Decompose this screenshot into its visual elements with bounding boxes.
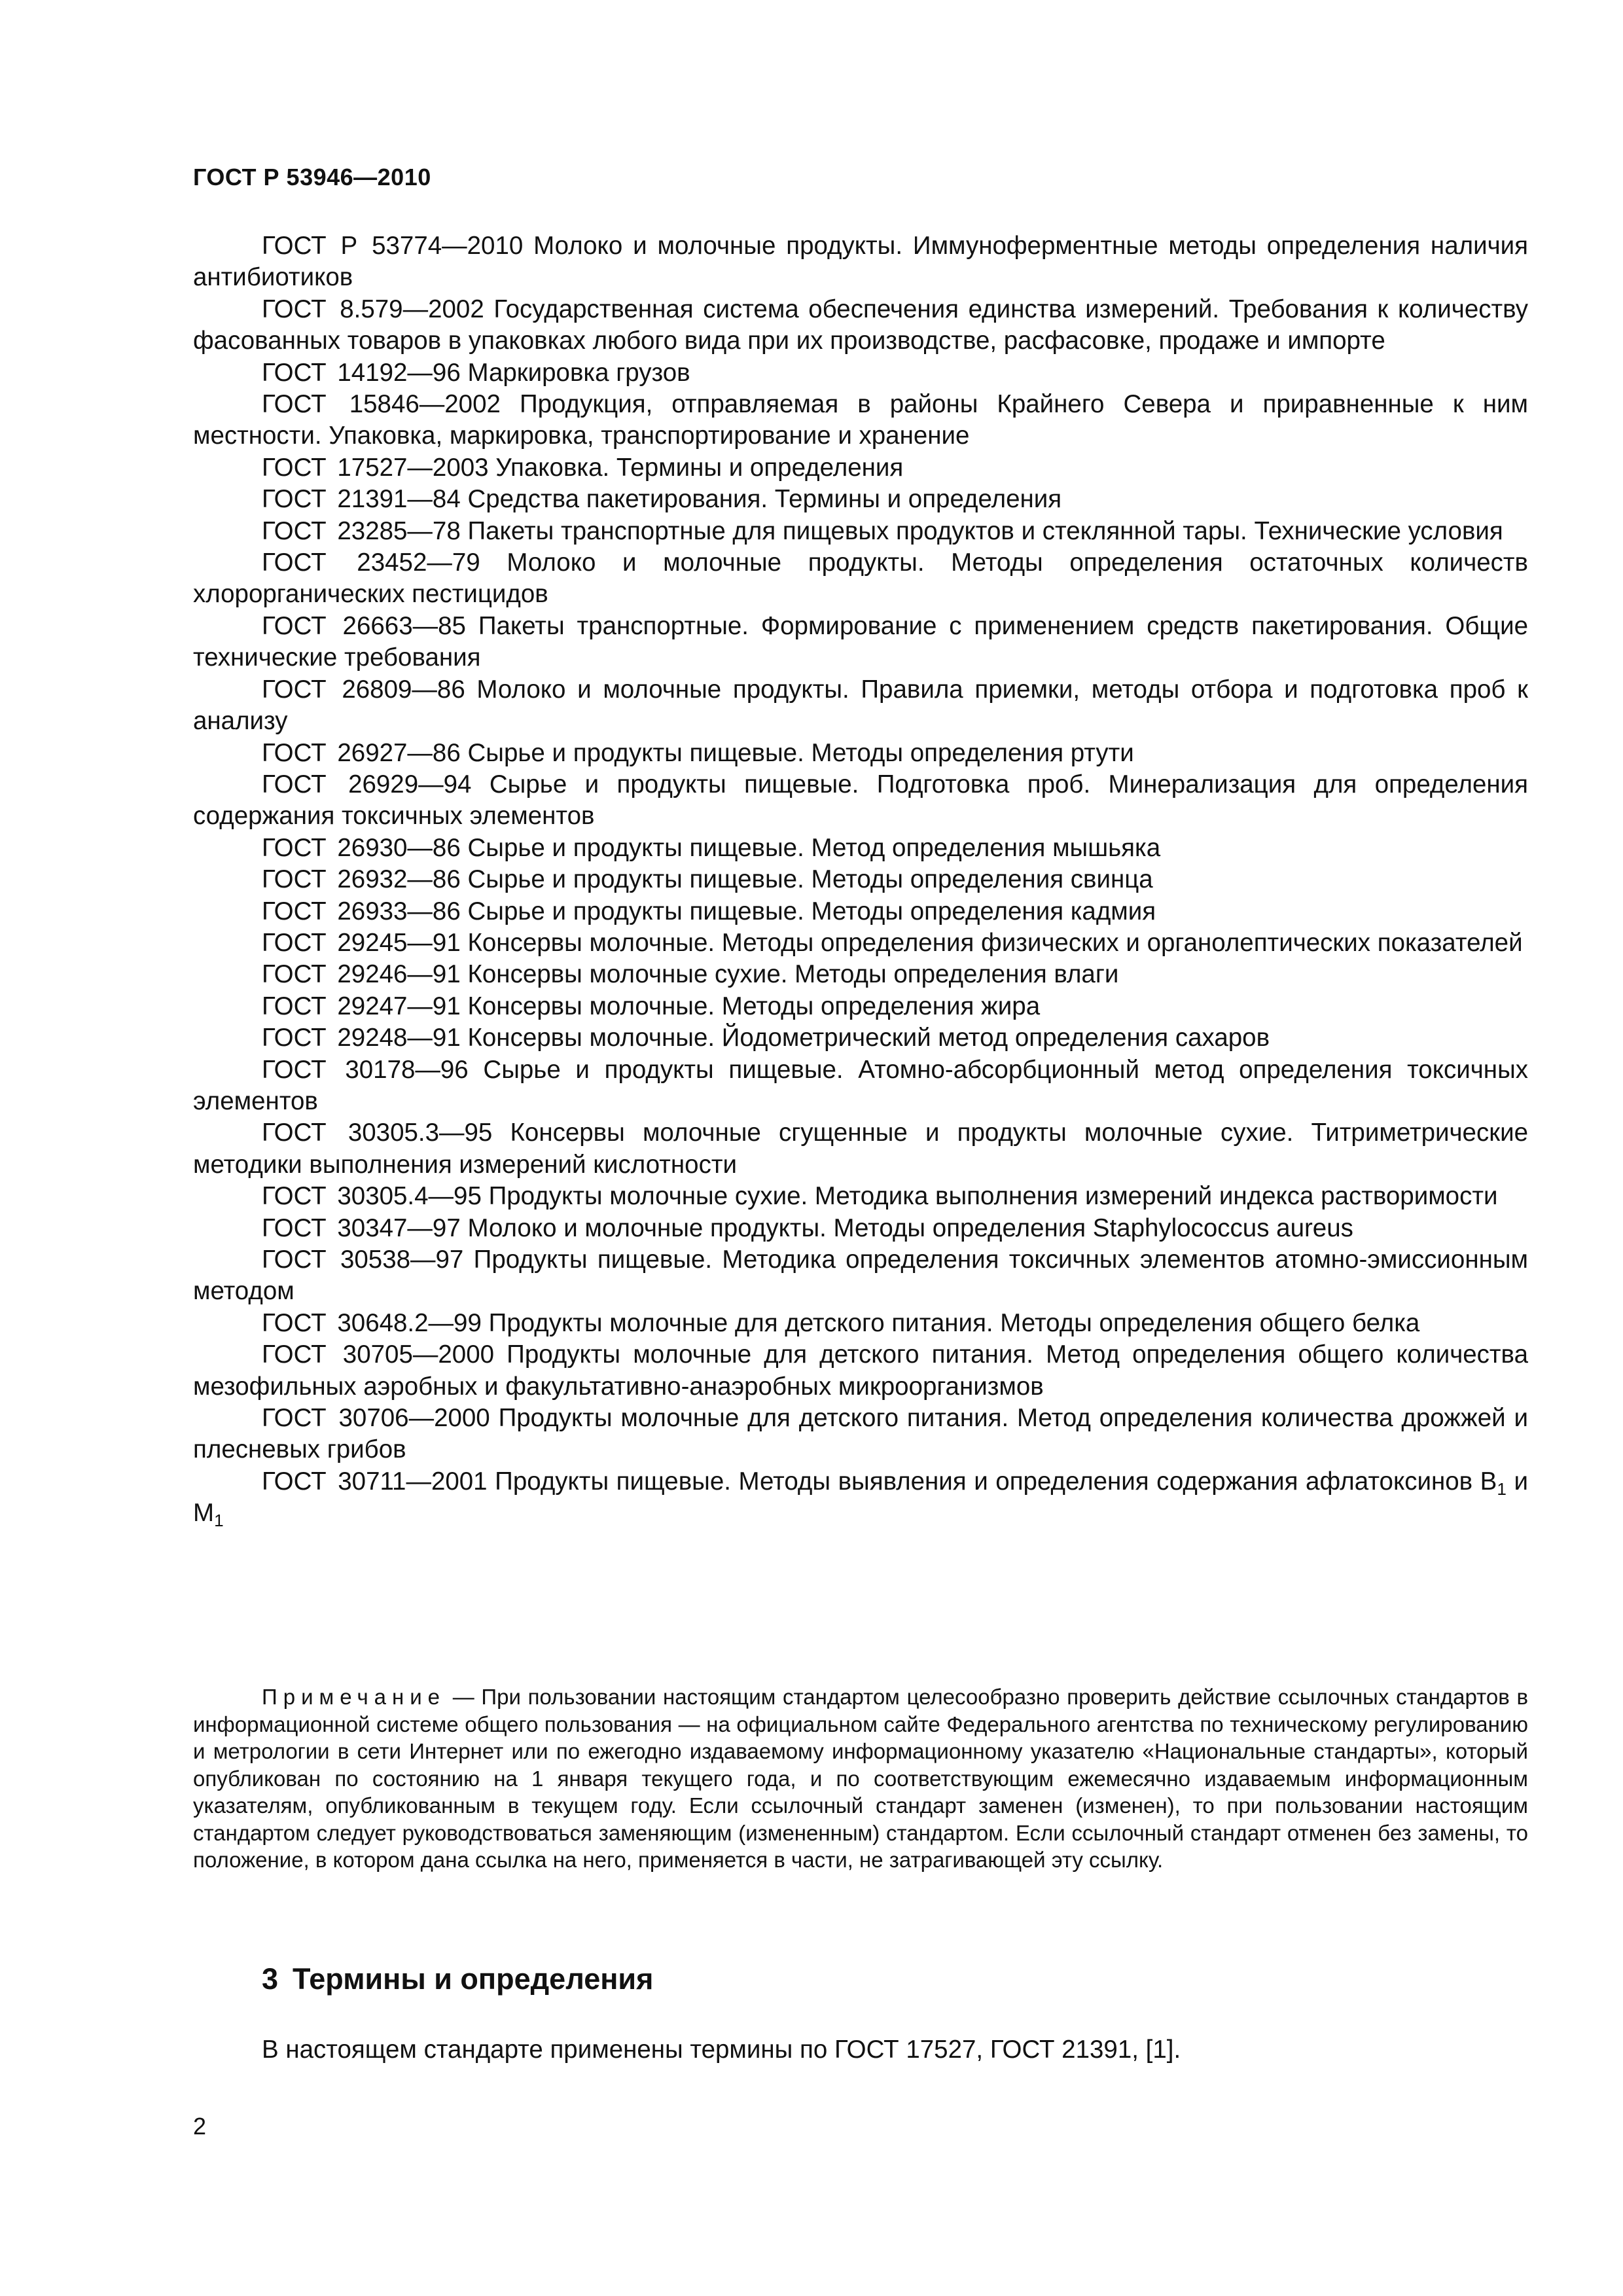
reference-code: ГОСТ 26932—86 [262,865,461,894]
reference-text: Государственная система обеспечения единства измерений. Требования к количеству фасованных товаров в упаковках любого вида при их производстве, расфасовке, продаже и импорте [193,295,1528,355]
reference-code: ГОСТ 26930—86 [262,833,461,862]
reference-code: ГОСТ 30347—97 [262,1213,461,1242]
reference-item [193,230,1528,294]
reference-item [193,991,1528,1022]
reference-item [193,357,1528,389]
note-text: — При пользовании настоящим стандартом целесообразно проверить действие ссылочных стандартов в информационной системе общего пользования — на официальном сайте Федерального агентства по техническому регулированию и метрологии в сети Интернет или по ежегодно издаваемому информационному указателю «Национальные стандарты», который опубликован по состоянию на 1 января текущего года, и по соответствующим ежемесячно издаваемым информационным указателям, опубликованным в текущем году. Если ссылочный стандарт заменен (изменен), то при пользовании настоящим стандартом следует руководствоваться заменяющим (измененным) стандартом. Если ссылочный стандарт отменен без замены, то положение, в котором дана ссылка на него, применяется в части, не затрагивающей эту ссылку. [193,1685,1528,1872]
reference-text: Пакеты транспортные для пищевых продуктов и стеклянной тары. Технические условия [467,516,1503,545]
reference-code: ГОСТ 30706—2000 [262,1404,490,1433]
reference-item [193,769,1528,833]
reference-code: ГОСТ 17527—2003 [262,453,489,482]
reference-text: Молоко и молочные продукты. Иммуноферментные методы определения наличия антибиотиков [193,232,1528,292]
reference-code: ГОСТ 30648.2—99 [262,1308,482,1337]
reference-item [193,516,1528,547]
reference-code: ГОСТ 23285—78 [262,516,461,545]
reference-item [193,927,1528,959]
reference-code: ГОСТ 14192—96 [262,358,461,387]
normative-references-list [193,230,1528,1530]
reference-text: Продукты пищевые. Методы выявления и определения содержания афлатоксинов B [495,1467,1497,1496]
document-header: ГОСТ Р 53946—2010 [193,164,431,190]
reference-item [193,1181,1528,1212]
reference-text: Продукты пищевые. Методика определения токсичных элементов атомно-эмиссионным методом [193,1246,1528,1306]
section-number: 3 [262,1962,279,1996]
reference-item [193,864,1528,895]
reference-text: Молоко и молочные продукты. Правила приемки, методы отбора и подготовка проб к анализу [193,675,1528,736]
reference-code: ГОСТ 30305.3—95 [262,1119,493,1147]
section-title-text: Термины и определения [293,1962,654,1996]
reference-text: Продукты молочные для детского питания. Метод определения количества дрожжей и плесневых грибов [193,1404,1528,1464]
page-number: 2 [193,2113,207,2140]
reference-text: Упаковка. Термины и определения [495,453,904,482]
reference-text: Сырье и продукты пищевые. Метод определения мышьяка [467,833,1161,862]
reference-code: ГОСТ 30711—2001 [262,1467,488,1496]
reference-code: ГОСТ 30538—97 [262,1246,464,1274]
reference-code: ГОСТ 29248—91 [262,1024,461,1052]
reference-code: ГОСТ 30178—96 [262,1055,469,1084]
reference-text: Средства пакетирования. Термины и определения [467,485,1062,514]
reference-code: ГОСТ 30305.4—95 [262,1182,482,1211]
reference-code: ГОСТ 8.579—2002 [262,295,484,323]
reference-item [193,294,1528,357]
reference-item [193,896,1528,927]
reference-text: Консервы молочные сухие. Методы определения влаги [467,960,1119,989]
reference-item [193,611,1528,674]
reference-item [193,1403,1528,1466]
reference-item [193,1022,1528,1054]
reference-item [193,738,1528,769]
reference-item [193,452,1528,484]
reference-item [193,1054,1528,1118]
note-paragraph [193,1683,1528,1874]
reference-text: Продукты молочные сухие. Методика выполнения измерений индекса растворимости [488,1182,1498,1211]
reference-code: ГОСТ 29247—91 [262,992,461,1020]
reference-text: Продукты молочные для детского питания. Методы определения общего белка [488,1308,1420,1337]
reference-text-cont: и M [193,1467,1528,1528]
reference-code: ГОСТ 15846—2002 [262,390,501,419]
reference-item [193,833,1528,864]
reference-item [193,1339,1528,1403]
reference-text: Сырье и продукты пищевые. Подготовка проб. Минерализация для определения содержания токсичных элементов [193,770,1528,831]
reference-item [193,1308,1528,1339]
reference-text: Консервы молочные. Йодометрический метод определения сахаров [467,1024,1270,1052]
reference-text: Молоко и молочные продукты. Методы определения Staphylococcus aureus [467,1213,1353,1242]
subscript: 1 [214,1511,224,1531]
reference-code: ГОСТ 26663—85 [262,611,466,640]
reference-item-last [193,1466,1528,1530]
reference-text: Сырье и продукты пищевые. Методы определения кадмия [467,897,1156,925]
note-label: Примечание [262,1685,446,1709]
reference-item [193,484,1528,515]
reference-text: Продукция, отправляемая в районы Крайнего Севера и приравненные к ним местности. Упаковка, маркировка, транспортирование и хранение [193,390,1528,450]
reference-item [193,959,1528,990]
reference-item [193,547,1528,611]
reference-item [193,674,1528,738]
reference-code: ГОСТ 26809—86 [262,675,465,704]
section-heading [262,1962,653,1996]
reference-code: ГОСТ 21391—84 [262,485,461,514]
reference-text: Сырье и продукты пищевые. Атомно-абсорбционный метод определения токсичных элементов [193,1055,1528,1115]
reference-text: Консервы молочные сгущенные и продукты молочные сухие. Титриметрические методики выполнения измерений кислотности [193,1119,1528,1179]
reference-text: Консервы молочные. Методы определения физических и органолептических показателей [467,928,1523,957]
reference-text: Маркировка грузов [467,358,690,387]
reference-code: ГОСТ 26929—94 [262,770,472,798]
reference-item [193,1244,1528,1308]
reference-item [193,389,1528,452]
reference-text: Пакеты транспортные. Формирование с применением средств пакетирования. Общие технические требования [193,611,1528,672]
reference-code: ГОСТ Р 53774—2010 [262,232,524,260]
reference-code: ГОСТ 26927—86 [262,738,461,767]
reference-code: ГОСТ 30705—2000 [262,1340,495,1369]
reference-text: Сырье и продукты пищевые. Методы определения свинца [467,865,1153,894]
reference-text: Молоко и молочные продукты. Методы определения остаточных количеств хлорорганических пестицидов [193,548,1528,609]
reference-code: ГОСТ 29245—91 [262,928,461,957]
reference-text: Консервы молочные. Методы определения жира [467,992,1041,1020]
reference-code: ГОСТ 29246—91 [262,960,461,989]
subscript: 1 [1497,1479,1507,1499]
reference-item [193,1213,1528,1244]
section-body-text: В настоящем стандарте применены термины по ГОСТ 17527, ГОСТ 21391, [1]. [262,2036,1181,2064]
reference-code: ГОСТ 23452—79 [262,548,480,577]
reference-text: Продукты молочные для детского питания. Метод определения общего количества мезофильных аэробных и факультативно-анаэробных микроорганизмов [193,1340,1528,1401]
reference-text: Сырье и продукты пищевые. Методы определения ртути [467,738,1134,767]
reference-code: ГОСТ 26933—86 [262,897,461,925]
reference-item [193,1117,1528,1181]
